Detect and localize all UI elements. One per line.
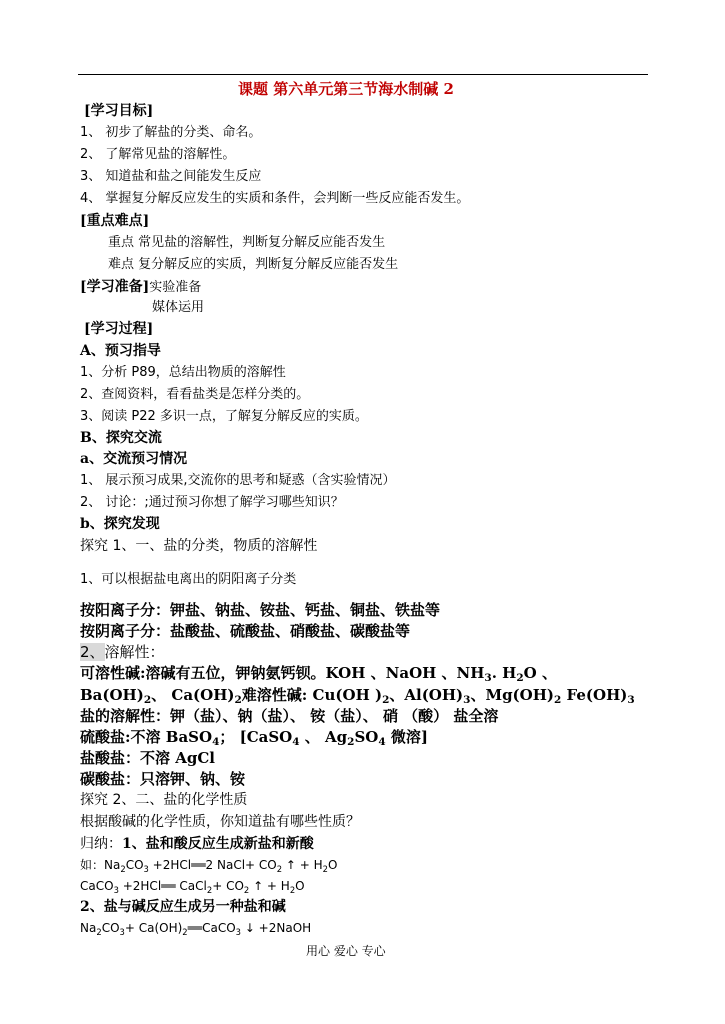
subscript: 2 (143, 694, 152, 706)
objectives-heading: [学习目标] (84, 103, 154, 119)
subscript: 2 (347, 736, 355, 748)
sulfate-text: ； [CaSO (219, 728, 293, 746)
subscript: 4 (292, 736, 300, 748)
subscript: 3 (463, 694, 471, 706)
page-footer: 用心 爱心 专心 (306, 944, 386, 958)
preparation-item: 媒体运用 (152, 300, 205, 315)
sulfate-text: 硫酸盐:不溶 BaSO (80, 728, 213, 746)
subscript: 3 (119, 927, 125, 937)
soluble-bases-text: . H (491, 664, 517, 682)
subscript: 2 (206, 885, 213, 895)
explore-2-question: 根据酸碱的化学性质，你知道盐有哪些性质？ (80, 814, 360, 830)
key-points-heading: [重点难点] (80, 213, 150, 229)
insoluble-bases-text: 难溶性碱: Cu(OH ) (241, 686, 383, 704)
subscript: 3 (143, 864, 149, 874)
carbonate-line: 碳酸盐：只溶钾、钠、铵 (80, 770, 246, 788)
classification-intro: 1、可以根据盐电离出的阴阳离子分类 (80, 572, 297, 587)
equation-1 (80, 856, 337, 874)
classification-by-anion: 按阴离子分：盐酸盐、硫酸盐、硝酸盐、碳酸盐等 (80, 622, 411, 640)
objective-item: 1、 初步了解盐的分类、命名。 (80, 125, 262, 140)
sulfate-text: SO (354, 728, 379, 746)
subscript: 3 (484, 672, 492, 684)
subscript: 2 (276, 864, 283, 874)
subscript: 3 (627, 694, 635, 706)
eq-text: 如：Na (80, 858, 121, 872)
explore-2-heading: 探究 2、二、盐的化学性质 (80, 792, 248, 808)
soluble-bases-line (80, 664, 557, 682)
subscript: 3 (113, 885, 119, 895)
eq-text: O (295, 879, 305, 893)
objective-item: 4、 掌握复分解反应发生的实质和条件，会判断一些反应能否发生。 (80, 191, 470, 206)
subscript: 2 (182, 927, 188, 937)
eq-text: +2HCl══ CaCl (118, 879, 207, 893)
subscript: 2 (516, 672, 524, 684)
eq-text: ══CaCO (187, 921, 236, 935)
summary-2-heading: 2、盐与碱反应生成另一种盐和碱 (80, 899, 286, 915)
key-point-focus: 重点 常见盐的溶解性，判断复分解反应能否发生 (108, 235, 386, 250)
formula-text: 、 Ca(OH) (151, 686, 235, 704)
sulfate-text: 微溶] (385, 728, 429, 746)
eq-text: ↑ + H (249, 879, 290, 893)
eq-text: + Ca(OH) (124, 921, 183, 935)
equation-3 (80, 919, 311, 937)
formula-text: 、Mg(OH) (470, 686, 554, 704)
subscript: 2 (120, 864, 126, 874)
subscript: 3 (235, 927, 241, 937)
sulfate-line (80, 728, 428, 746)
subscript: 2 (96, 927, 102, 937)
subscript: 2 (243, 885, 250, 895)
eq-text: ↑ + H (282, 858, 323, 872)
subscript: 2 (234, 694, 242, 706)
eq-text: CO (125, 858, 144, 872)
subscript: 2 (322, 864, 328, 874)
solubility-heading (80, 643, 165, 661)
preparation-item: 实验准备 (149, 280, 202, 295)
formula-text: Fe(OH) (561, 686, 628, 704)
subscript: 4 (212, 736, 220, 748)
section-bb-heading: b、探究发现 (80, 516, 160, 532)
subscript: 2 (289, 885, 296, 895)
solubility-label: 溶解性： (104, 643, 165, 661)
subscript: 2 (382, 694, 390, 706)
subscript: 2 (554, 694, 562, 706)
section-a-heading: A、预习指导 (80, 343, 161, 359)
objective-item: 3、 知道盐和盐之间能发生反应 (80, 169, 262, 184)
eq-text: + CO (212, 879, 244, 893)
summary-1-text: 1、盐和酸反应生成新盐和新酸 (122, 836, 314, 852)
section-a-item: 3、阅读 P22 多识一点，了解复分解反应的实质。 (80, 409, 368, 424)
eq-text: +2HCl══2 NaCl+ CO (148, 858, 277, 872)
classification-by-cation: 按阳离子分：钾盐、钠盐、铵盐、钙盐、铜盐、铁盐等 (80, 601, 441, 619)
eq-text: Na (80, 921, 97, 935)
eq-text: ↓ +2NaOH (241, 921, 312, 935)
page-title: 课题 第六单元第三节海水制碱 2 (238, 80, 454, 98)
header-rule (78, 74, 648, 75)
solubility-number: 2、 (80, 643, 105, 661)
section-a-item: 1、分析 P89，总结出物质的溶解性 (80, 365, 286, 380)
preparation-line (80, 278, 201, 297)
section-ba-item: 2、 讨论：;通过预习你想了解学习哪些知识？ (80, 495, 344, 510)
process-heading: [学习过程] (84, 321, 154, 337)
bases-line-2 (80, 686, 635, 704)
sulfate-text: 、 Ag (299, 728, 348, 746)
preparation-heading: [学习准备] (80, 279, 150, 295)
subscript: 4 (378, 736, 386, 748)
summary-prefix: 归纳： (80, 836, 122, 852)
equation-2 (80, 877, 305, 895)
eq-text: O (328, 858, 338, 872)
section-ba-heading: a、交流预习情况 (80, 451, 188, 467)
key-point-difficulty: 难点 复分解反应的实质，判断复分解反应能否发生 (108, 257, 399, 272)
formula-text: 、Al(OH) (389, 686, 464, 704)
objective-item: 2、 了解常见盐的溶解性。 (80, 147, 236, 162)
eq-text: CaCO (80, 879, 114, 893)
summary-1-line (80, 835, 314, 853)
salt-solubility-line: 盐的溶解性：钾（盐）、钠（盐）、 铵（盐）、 硝 （酸） 盐全溶 (80, 707, 499, 725)
eq-text: CO (101, 921, 120, 935)
section-b-heading: B、探究交流 (80, 430, 162, 446)
chloride-line: 盐酸盐：不溶 AgCl (80, 749, 215, 767)
section-ba-item: 1、 展示预习成果,交流你的思考和疑惑（含实验情况） (80, 473, 396, 488)
soluble-bases-text: O 、 (523, 664, 557, 682)
section-a-item: 2、查阅资料，看看盐类是怎样分类的。 (80, 387, 310, 402)
formula-text: Ba(OH) (80, 686, 144, 704)
explore-1-heading: 探究 1、一、盐的分类，物质的溶解性 (80, 538, 318, 554)
soluble-bases-text: 可溶性碱:溶碱有五位，钾钠氨钙钡。KOH 、NaOH 、NH (80, 664, 485, 682)
